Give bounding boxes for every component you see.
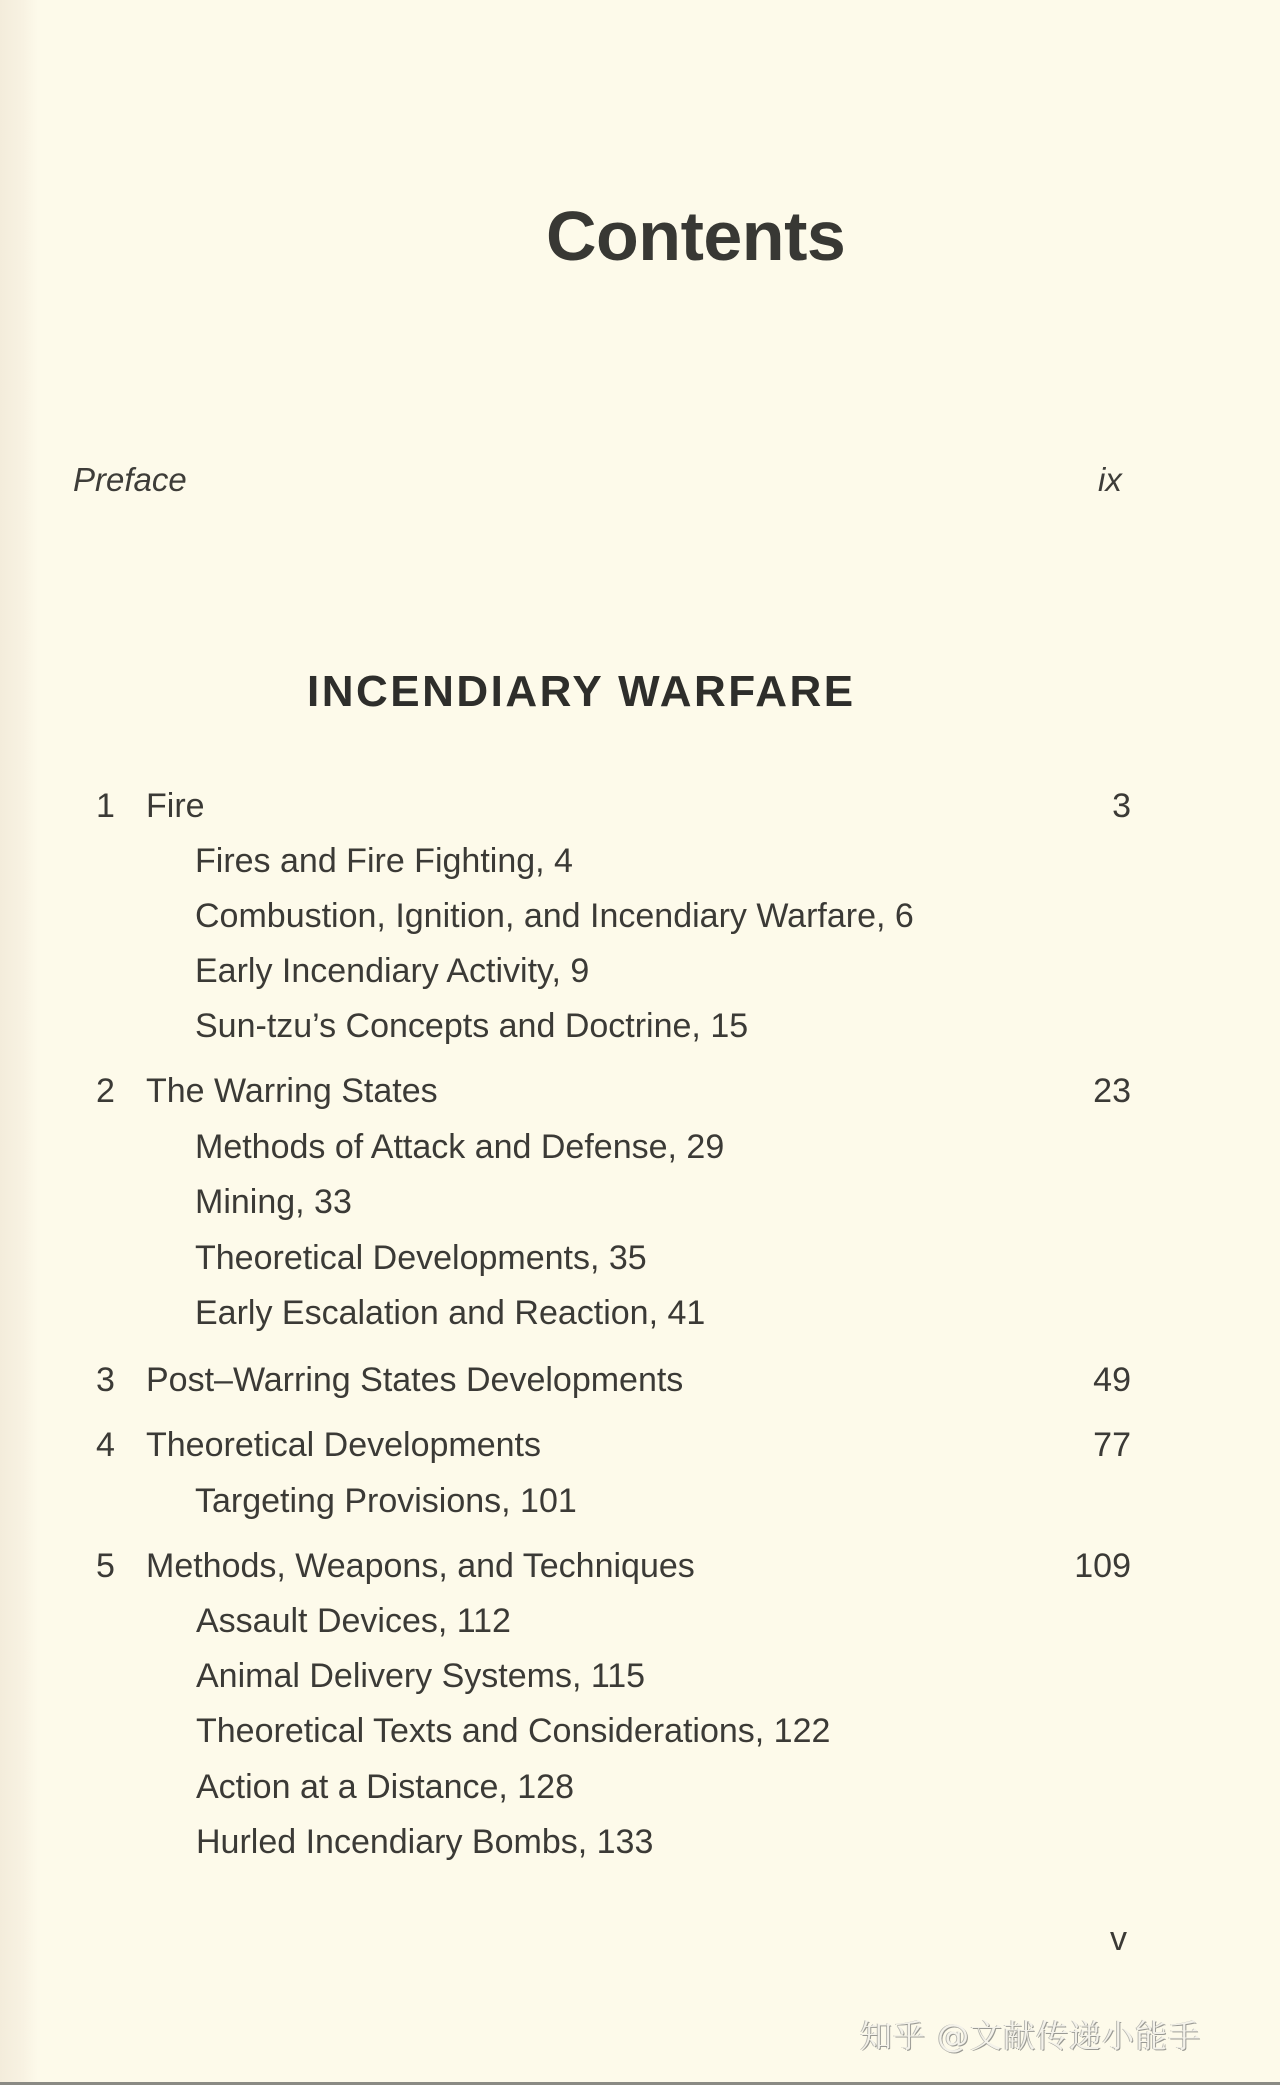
- chapter-page: 49: [1093, 1361, 1131, 1399]
- chapter-number: 1: [96, 787, 115, 825]
- chapter-title: The Warring States: [146, 1072, 438, 1110]
- toc-section: Early Incendiary Activity, 9: [195, 952, 590, 990]
- toc-section: Sun-tzu’s Concepts and Doctrine, 15: [195, 1007, 749, 1045]
- toc-section: Mining, 33: [195, 1183, 352, 1221]
- chapter-title: Fire: [146, 787, 205, 825]
- chapter-page: 3: [1112, 787, 1131, 825]
- part-heading: INCENDIARY WARFARE: [307, 667, 856, 716]
- chapter-page: 109: [1074, 1547, 1131, 1585]
- toc-section: Theoretical Texts and Considerations, 122: [196, 1712, 831, 1750]
- toc-section: Targeting Provisions, 101: [195, 1482, 577, 1520]
- chapter-page: 77: [1093, 1426, 1131, 1464]
- toc-section: Theoretical Developments, 35: [195, 1239, 647, 1277]
- chapter-number: 4: [96, 1426, 115, 1464]
- page-gutter-shadow: [0, 0, 38, 2085]
- chapter-page: 23: [1093, 1072, 1131, 1110]
- chapter-title: Methods, Weapons, and Techniques: [146, 1547, 695, 1585]
- toc-section: Methods of Attack and Defense, 29: [195, 1128, 725, 1166]
- toc-section: Assault Devices, 112: [196, 1602, 511, 1640]
- toc-section: Action at a Distance, 128: [196, 1768, 575, 1806]
- watermark: 知乎 @文献传递小能手: [860, 2017, 1202, 2055]
- chapter-number: 3: [96, 1361, 115, 1399]
- toc-preface-label: Preface: [73, 461, 187, 498]
- chapter-number: 2: [96, 1072, 115, 1110]
- toc-section: Hurled Incendiary Bombs, 133: [196, 1823, 654, 1861]
- toc-preface-page: ix: [1098, 461, 1122, 498]
- chapter-number: 5: [96, 1547, 115, 1585]
- page-folio: v: [1110, 1920, 1127, 1958]
- chapter-title: Post–Warring States Developments: [146, 1361, 684, 1399]
- toc-section: Combustion, Ignition, and Incendiary Warfare, 6: [195, 897, 914, 935]
- chapter-title: Theoretical Developments: [146, 1426, 541, 1464]
- toc-section: Early Escalation and Reaction, 41: [195, 1294, 706, 1332]
- toc-section: Fires and Fire Fighting, 4: [195, 842, 573, 880]
- toc-section: Animal Delivery Systems, 115: [196, 1657, 646, 1695]
- page-title: Contents: [546, 197, 846, 275]
